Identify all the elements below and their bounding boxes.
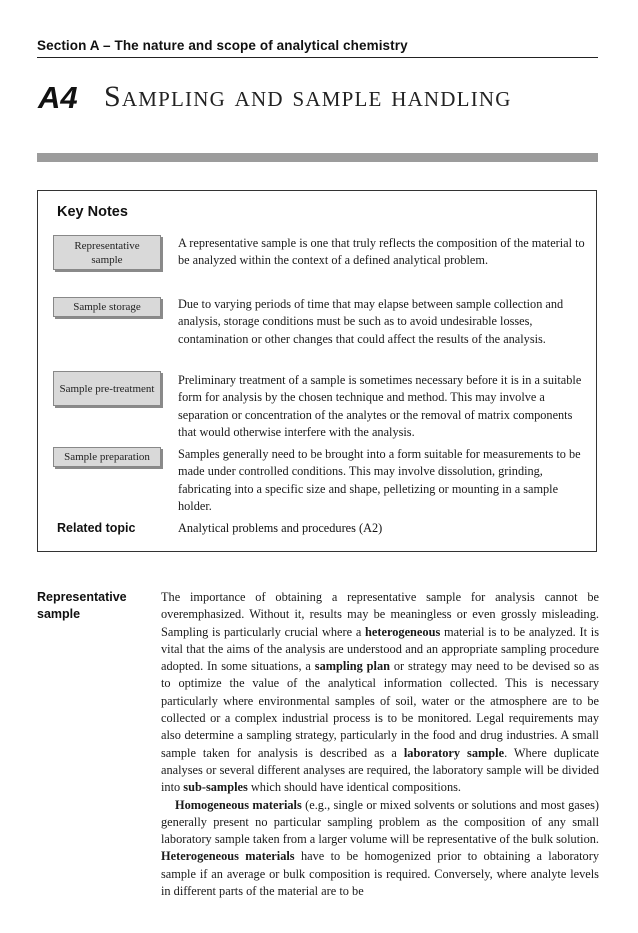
key-notes-box bbox=[37, 190, 597, 552]
key-note-text-representative-sample: A representative sample is one that truly reflects the composition of the material to be analyzed within the context of a defined analytical problem. bbox=[178, 236, 585, 268]
related-topic-link[interactable]: Analytical problems and procedures (A2) bbox=[178, 521, 383, 535]
chapter-title: Sampling and sample handling bbox=[104, 80, 512, 113]
key-note-label-sample-preparation: Sample preparation bbox=[53, 447, 161, 467]
side-heading-representative-sample: Representative sample bbox=[37, 590, 127, 621]
bold-term: Heterogeneous materials bbox=[161, 849, 295, 864]
text-run: material is to be analyzed. It is vital that the aims of the analysis are understood and an appropriate sampling procedure adopted. In some situations, a bbox=[161, 624, 600, 674]
text-run: The importance of obtaining a representative sample for analysis cannot be overemphasized. Without it, results may be meaningless or even grossly misleading. Sampling is particularly crucial where a bbox=[161, 590, 599, 639]
text-run: . Where duplicate analyses or several different analyses are required, the laboratory sample will be divided into bbox=[161, 745, 599, 795]
text-run: (e.g., single or mixed solvents or solutions and most gases) generally present no particular sampling problem as the composition of any small laboratory sample taken from a larger volume will be representative of the bulk solution. bbox=[161, 797, 599, 847]
bold-term: sampling plan bbox=[314, 659, 390, 674]
paragraph-2 bbox=[161, 797, 599, 901]
section-header: Section A – The nature and scope of analytical chemistry bbox=[37, 38, 408, 53]
bold-term: Homogeneous materials bbox=[175, 797, 302, 812]
key-note-label-sample-storage: Sample storage bbox=[53, 297, 161, 317]
related-topic-label: Related topic bbox=[57, 521, 136, 535]
key-note-label-sample-pretreatment: Sample pre-treatment bbox=[53, 371, 161, 406]
bold-term: sub-samples bbox=[183, 780, 248, 795]
text-run: or strategy may need to be devised so as to optimize the value of the analytical information collected. This is necessary particularly where environmental samples of soil, water or the atmosphere are to be collected or a complex industrial process is to be monitored. Legal requirements may also determine a sampling strategy, particularly in the food and drug industries. A small sample taken for analysis is described as a bbox=[161, 659, 599, 760]
section-rule bbox=[37, 57, 598, 58]
paragraph-1 bbox=[161, 589, 599, 797]
text-run: which should have identical compositions. bbox=[247, 780, 462, 795]
body-text bbox=[161, 589, 599, 900]
key-note-text-sample-pretreatment: Preliminary treatment of a sample is sometimes necessary before it is in a suitable form for analysis by the chosen technique and method. This may involve a separation or concentration of the analytes or the removal of matrix components that would otherwise interfere with the analysis. bbox=[178, 373, 582, 439]
chapter-number: A4 bbox=[38, 80, 78, 115]
key-notes-heading: Key Notes bbox=[57, 204, 128, 220]
key-note-text-sample-preparation: Samples generally need to be brought into a form suitable for measurements to be made under controlled conditions. This may involve dissolution, grinding, fabricating into a specific size and shape, pelletizing or mounting in a sample holder. bbox=[178, 447, 581, 513]
key-note-text-sample-storage: Due to varying periods of time that may elapse between sample collection and analysis, storage conditions must be such as to avoid undesirable losses, contamination or other changes that could affect the results of the analysis. bbox=[178, 297, 564, 346]
bold-term: laboratory sample bbox=[403, 745, 505, 760]
key-note-label-representative-sample: Representative sample bbox=[53, 235, 161, 270]
text-run: have to be homogenized prior to obtaining a laboratory sample if an average or bulk composition is required. Conversely, where analyte levels in different parts of the material are to be bbox=[161, 849, 599, 899]
bold-term: heterogeneous bbox=[365, 624, 441, 639]
title-underbar bbox=[37, 153, 598, 162]
